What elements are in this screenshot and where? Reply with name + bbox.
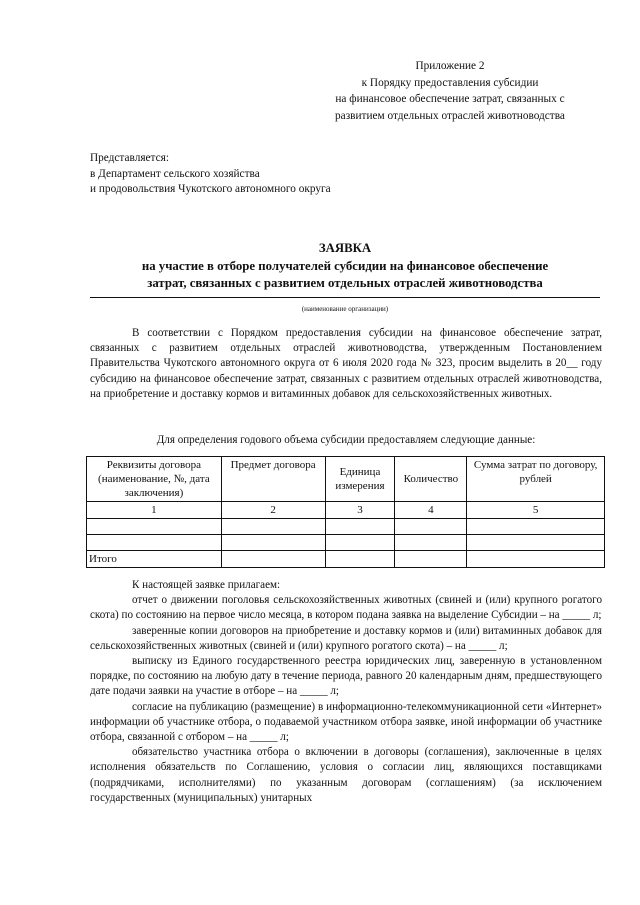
appendix-line-1: Приложение 2 bbox=[415, 60, 485, 72]
table-header-row bbox=[87, 457, 605, 502]
enclosures-list bbox=[90, 578, 602, 806]
column-number: 4 bbox=[395, 502, 467, 519]
table-row bbox=[87, 535, 605, 551]
title-line-2: на участие в отборе получателей субсидии на финансовое обеспечение bbox=[141, 258, 549, 273]
table-cell bbox=[325, 519, 395, 535]
table-total-row bbox=[87, 551, 605, 568]
column-number: 3 bbox=[325, 502, 395, 519]
header-quantity: Количество bbox=[395, 457, 467, 502]
title-line-1: ЗАЯВКА bbox=[318, 241, 372, 255]
total-label: Итого bbox=[87, 551, 222, 568]
addressee-line-3: и продовольствия Чукотского автономного округа bbox=[90, 183, 331, 195]
table-cell bbox=[325, 551, 395, 568]
enclosure-item: согласие на публикацию (размещение) в информационно-телекоммуникационной сети «Интернет» информации об участнике отбора, о подаваемой участником отбора заявке, иной информации об участнике отбора, связанной с отбором – на _____ л; bbox=[90, 700, 602, 744]
appendix-line-3: на финансовое обеспечение затрат, связанных с bbox=[335, 93, 565, 105]
enclosure-item: заверенные копии договоров на приобретение и доставку кормов и (или) витаминных добавок для сельскохозяйственных животных (свиней и (или) крупного рогатого скота) – на _____ л; bbox=[90, 624, 602, 652]
table-cell bbox=[395, 535, 467, 551]
request-paragraph: В соответствии с Порядком предоставления субсидии на финансовое обеспечение затрат, связанных с развитием отдельных отраслей животноводства, утвержденным Постановлением Правительства Чукотского автономного округа от 6 июля 2020 года № 323, просим выделить в 20__ году субсидию на финансовое обеспечение затрат, связанных с развитием отдельных отраслей животноводства, на приобретение и доставку кормов и витаминных добавок для сельскохозяйственных животных. bbox=[90, 327, 602, 400]
organization-name-line bbox=[90, 297, 600, 298]
header-amount: Сумма затрат по договору, рублей bbox=[467, 457, 605, 502]
organization-name-caption: (наименование организации) bbox=[301, 305, 389, 313]
header-contract-subject: Предмет договора bbox=[221, 457, 325, 502]
addressee-line-2: в Департамент сельского хозяйства bbox=[90, 167, 260, 180]
title-line-3: затрат, связанных с развитием отдельных отраслей животноводства bbox=[147, 276, 543, 290]
addressee-line-1: Представляется: bbox=[90, 152, 169, 164]
table-column-numbers-row bbox=[87, 502, 605, 519]
table-cell bbox=[467, 519, 605, 535]
table-cell bbox=[467, 551, 605, 568]
document-title bbox=[90, 240, 600, 293]
table-row bbox=[87, 519, 605, 535]
column-number: 2 bbox=[221, 502, 325, 519]
column-number: 5 bbox=[467, 502, 605, 519]
enclosure-item: отчет о движении поголовья сельскохозяйственных животных (свиней и (или) крупного рогатого скота) по состоянию на первое число месяца, в котором подана заявка на выделение Субсидии – на _____ л; bbox=[90, 594, 602, 622]
table-cell bbox=[221, 519, 325, 535]
table-cell bbox=[221, 551, 325, 568]
enclosure-item: выписку из Единого государственного реестра юридических лиц, заверенную в установленном порядке, по состоянию на любую дату в течение периода, равного 20 календарным дням, предшествующего дате подачи заявки на участие в отборе – на _____ л; bbox=[90, 655, 602, 698]
enclosures-intro: К настоящей заявке прилагаем: bbox=[132, 579, 281, 591]
table-lead-text: Для определения годового объема субсидии предоставляем следующие данные: bbox=[156, 434, 536, 446]
subsidy-data-table bbox=[86, 456, 605, 568]
column-number: 1 bbox=[87, 502, 222, 519]
table-cell bbox=[87, 535, 222, 551]
addressee-block bbox=[90, 151, 331, 198]
appendix-header bbox=[300, 58, 600, 124]
enclosure-item: обязательство участника отбора о включении в договоры (соглашения), заключенные в целях исполнения обязательств по Соглашению, условия о согласии лиц, являющихся поставщиками (подрядчиками, исполнителями) по указанным договорам (соглашениям) (за исключением государственных (муниципальных) унитарных bbox=[90, 746, 602, 804]
table-cell bbox=[221, 535, 325, 551]
appendix-line-4: развитием отдельных отраслей животноводства bbox=[335, 109, 565, 122]
header-unit: Единица измерения bbox=[325, 457, 395, 502]
header-contract-details: Реквизиты договора (наименование, №, дата заключения) bbox=[87, 457, 222, 502]
table-cell bbox=[325, 535, 395, 551]
table-cell bbox=[467, 535, 605, 551]
table-cell bbox=[87, 519, 222, 535]
table-cell bbox=[395, 551, 467, 568]
table-cell bbox=[395, 519, 467, 535]
appendix-line-2: к Порядку предоставления субсидии bbox=[361, 76, 539, 89]
